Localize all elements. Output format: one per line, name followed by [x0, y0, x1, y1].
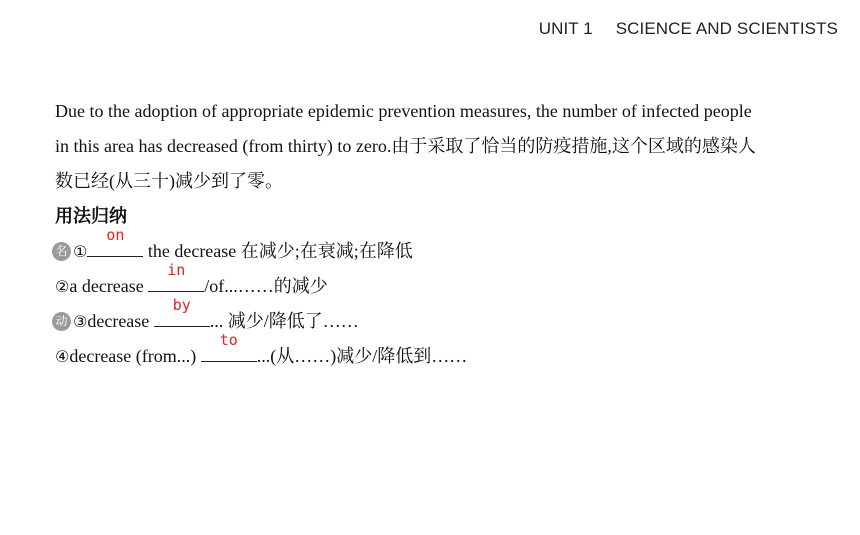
verb-badge-icon: 动	[52, 312, 71, 331]
lesson-content	[55, 94, 805, 374]
example-line-1: Due to the adoption of appropriate epidemic prevention measures, the number of infected people	[55, 101, 752, 121]
answer-text: to	[219, 331, 238, 349]
answer-text: in	[167, 261, 186, 279]
item-text: /of...……的减少	[204, 276, 328, 296]
usage-heading: 用法归纳	[55, 206, 127, 226]
example-line-3: 数已经(从三十)减少到了零。	[55, 171, 283, 191]
item-text-before: decrease (from...)	[69, 346, 201, 366]
item-text-before: decrease	[87, 311, 154, 331]
answer-blank	[154, 296, 210, 327]
example-line-2: in this area has decreased (from thirty) to zero.由于采取了恰当的防疫措施,这个区域的感染人	[55, 136, 756, 156]
usage-item-4	[55, 331, 805, 374]
answer-blank	[148, 261, 204, 292]
item-number: ①	[73, 242, 88, 261]
answer-text: on	[106, 226, 125, 244]
item-number: ②	[55, 277, 70, 296]
usage-item-3	[55, 296, 805, 339]
item-number: ③	[73, 312, 88, 331]
item-text-before: a decrease	[69, 276, 149, 296]
answer-blank	[87, 226, 143, 257]
item-number: ④	[55, 347, 70, 366]
unit-title: SCIENCE AND SCIENTISTS	[615, 19, 838, 38]
item-text: the decrease 在减少;在衰减;在降低	[143, 241, 413, 261]
item-text: ...(从……)减少/降低到……	[256, 346, 468, 366]
answer-text: by	[172, 296, 191, 314]
unit-label: UNIT 1	[538, 19, 593, 38]
answer-blank	[201, 331, 257, 362]
example-sentence	[55, 94, 805, 199]
noun-badge-icon: 名	[52, 242, 71, 261]
page-header	[539, 19, 838, 39]
item-text: ... 减少/降低了……	[209, 311, 359, 331]
